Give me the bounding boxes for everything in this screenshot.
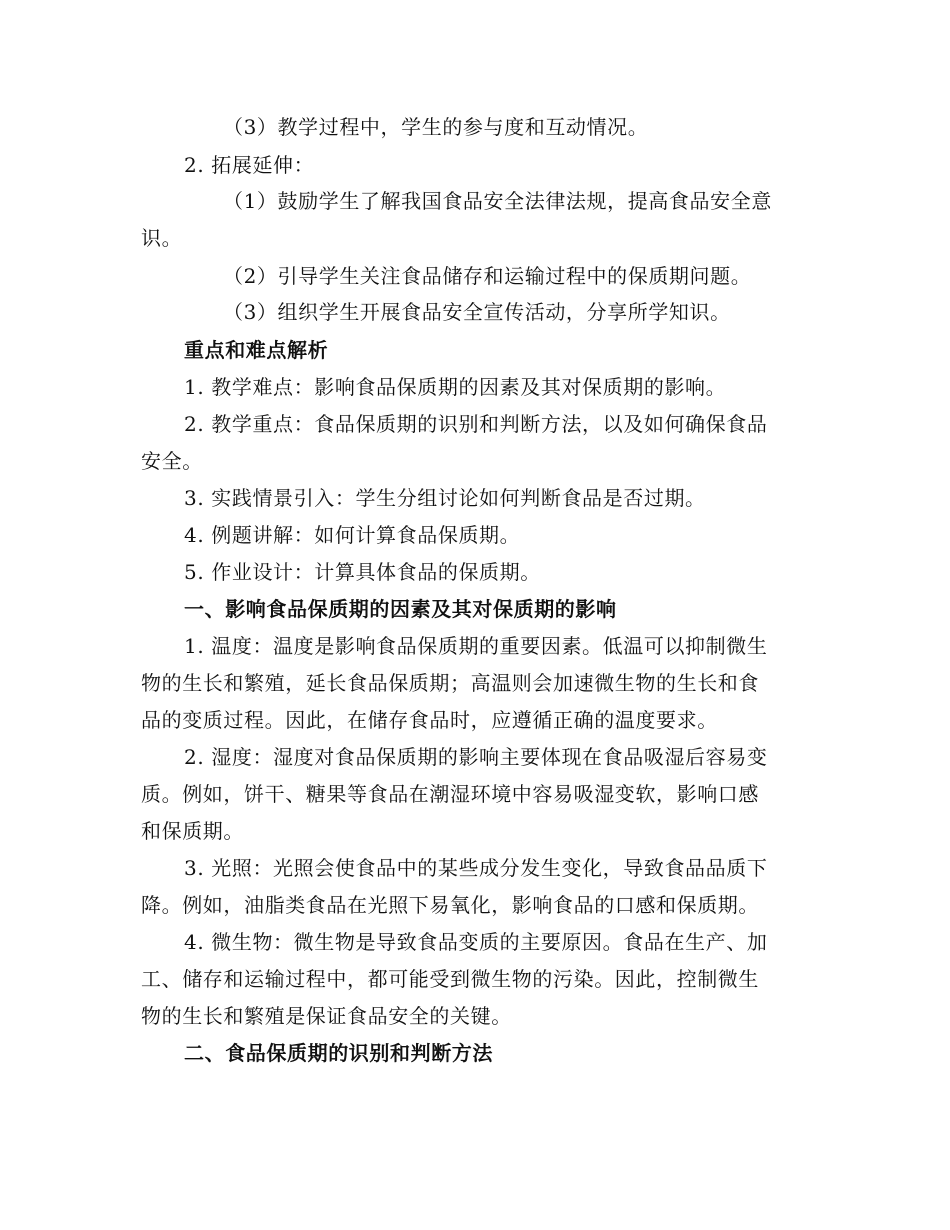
teaching-reflection-item-3: （3）教学过程中，学生的参与度和互动情况。 bbox=[223, 115, 649, 139]
factor-temperature: 1. 温度：温度是影响食品保质期的重要因素。低温可以抑制微生 bbox=[184, 634, 768, 658]
extension-item-2: （2）引导学生关注食品储存和运输过程中的保质期问题。 bbox=[223, 264, 752, 288]
section-heading-identification: 二、食品保质期的识别和判断方法 bbox=[184, 1041, 493, 1065]
extension-item-3: （3）组织学生开展食品安全宣传活动，分享所学知识。 bbox=[223, 300, 731, 324]
extension-heading: 2. 拓展延伸： bbox=[184, 153, 315, 177]
factor-humidity: 2. 湿度：湿度对食品保质期的影响主要体现在食品吸湿后容易变 bbox=[184, 745, 768, 769]
extension-item-1: （1）鼓励学生了解我国食品安全法律法规，提高食品安全意 bbox=[223, 189, 772, 213]
factor-light: 3. 光照：光照会使食品中的某些成分发生变化，导致食品品质下 bbox=[184, 856, 768, 880]
factor-microorganism-cont-1: 工、储存和运输过程中，都可能受到微生物的污染。因此，控制微生 bbox=[141, 967, 759, 991]
section-heading-factors: 一、影响食品保质期的因素及其对保质期的影响 bbox=[184, 597, 617, 621]
key-point-5: 5. 作业设计：计算具体食品的保质期。 bbox=[184, 560, 541, 584]
extension-item-1-cont: 识。 bbox=[141, 226, 183, 250]
factor-humidity-cont-1: 质。例如，饼干、糖果等食品在潮湿环境中容易吸湿变软，影响口感 bbox=[141, 782, 759, 806]
key-point-2-cont: 安全。 bbox=[141, 449, 203, 473]
factor-humidity-cont-2: 和保质期。 bbox=[141, 819, 244, 843]
factor-temperature-cont-1: 物的生长和繁殖，延长食品保质期；高温则会加速微生物的生长和食 bbox=[141, 671, 759, 695]
factor-microorganism: 4. 微生物：微生物是导致食品变质的主要原因。食品在生产、加 bbox=[184, 930, 768, 954]
key-point-2: 2. 教学重点：食品保质期的识别和判断方法，以及如何确保食品 bbox=[184, 412, 768, 436]
section-heading-key-points: 重点和难点解析 bbox=[184, 338, 329, 362]
factor-temperature-cont-2: 品的变质过程。因此，在储存食品时，应遵循正确的温度要求。 bbox=[141, 708, 718, 732]
key-point-4: 4. 例题讲解：如何计算食品保质期。 bbox=[184, 523, 521, 547]
factor-microorganism-cont-2: 物的生长和繁殖是保证食品安全的关键。 bbox=[141, 1004, 512, 1028]
key-point-1: 1. 教学难点：影响食品保质期的因素及其对保质期的影响。 bbox=[184, 375, 727, 399]
factor-light-cont: 降。例如，油脂类食品在光照下易氧化，影响食品的口感和保质期。 bbox=[141, 893, 759, 917]
key-point-3: 3. 实践情景引入：学生分组讨论如何判断食品是否过期。 bbox=[184, 486, 706, 510]
